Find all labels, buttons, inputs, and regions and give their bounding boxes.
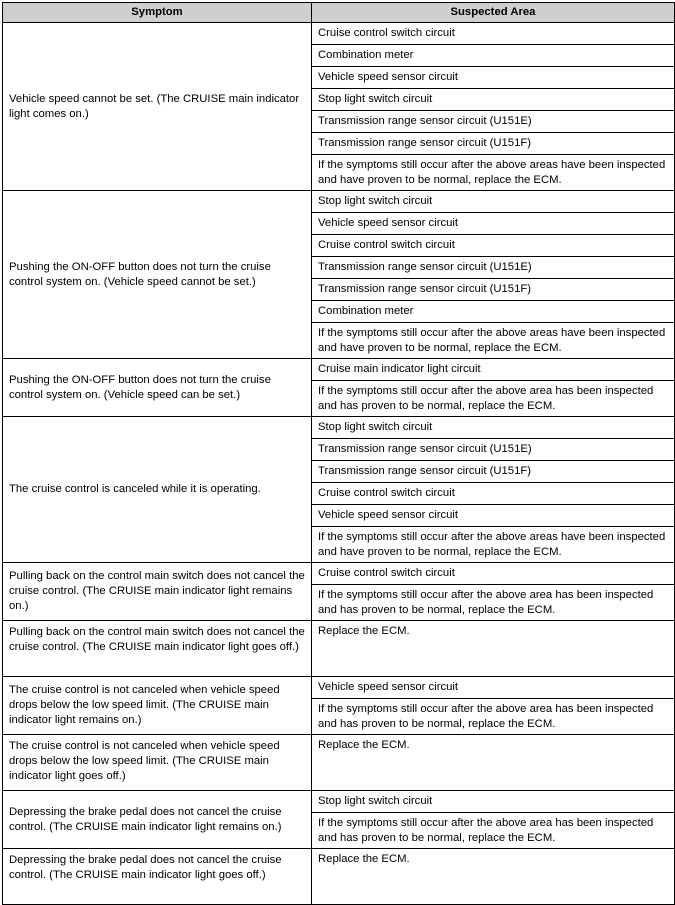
suspected-area-cell: Combination meter xyxy=(312,301,675,323)
table-row xyxy=(3,849,675,905)
suspected-area-cell: If the symptoms still occur after the above areas have been inspected and have proven to be normal, replace the ECM. xyxy=(312,155,675,191)
suspected-area-cell: Vehicle speed sensor circuit xyxy=(312,677,675,699)
suspected-area-cell: Transmission range sensor circuit (U151E) xyxy=(312,257,675,279)
suspected-area-cell: Cruise control switch circuit xyxy=(312,483,675,505)
symptom-cell: Pushing the ON-OFF button does not turn the cruise control system on. (Vehicle speed can be set.) xyxy=(3,359,312,417)
symptom-cell: Pushing the ON-OFF button does not turn the cruise control system on. (Vehicle speed cannot be set.) xyxy=(3,191,312,359)
symptom-column-header: Symptom xyxy=(3,3,312,23)
table-row xyxy=(3,735,675,791)
suspected-area-cell: If the symptoms still occur after the above areas have been inspected and have proven to be normal, replace the ECM. xyxy=(312,323,675,359)
suspected-area-cell: Transmission range sensor circuit (U151E) xyxy=(312,111,675,133)
table-row xyxy=(3,23,675,45)
symptom-cell: The cruise control is canceled while it is operating. xyxy=(3,417,312,563)
suspected-area-cell: Transmission range sensor circuit (U151F) xyxy=(312,461,675,483)
suspected-area-cell: If the symptoms still occur after the above area has been inspected and has proven to be normal, replace the ECM. xyxy=(312,813,675,849)
symptom-cell: The cruise control is not canceled when vehicle speed drops below the low speed limit. (The CRUISE main indicator light remains on.) xyxy=(3,677,312,735)
table-row xyxy=(3,563,675,585)
suspected-area-cell: Cruise control switch circuit xyxy=(312,563,675,585)
suspected-area-cell: Vehicle speed sensor circuit xyxy=(312,213,675,235)
suspected-area-cell: If the symptoms still occur after the above areas have been inspected and have proven to be normal, replace the ECM. xyxy=(312,527,675,563)
suspected-area-cell: If the symptoms still occur after the above area has been inspected and has proven to be normal, replace the ECM. xyxy=(312,585,675,621)
suspected-area-cell: Vehicle speed sensor circuit xyxy=(312,505,675,527)
troubleshooting-table xyxy=(2,2,675,905)
symptom-cell: Depressing the brake pedal does not cancel the cruise control. (The CRUISE main indicator light remains on.) xyxy=(3,791,312,849)
suspected-area-cell: If the symptoms still occur after the above area has been inspected and has proven to be normal, replace the ECM. xyxy=(312,381,675,417)
suspected-area-cell: Stop light switch circuit xyxy=(312,417,675,439)
symptom-cell: Depressing the brake pedal does not cancel the cruise control. (The CRUISE main indicator light goes off.) xyxy=(3,849,312,905)
table-row xyxy=(3,191,675,213)
suspected-area-cell: Transmission range sensor circuit (U151E) xyxy=(312,439,675,461)
suspected-area-cell: Cruise main indicator light circuit xyxy=(312,359,675,381)
suspected-area-cell: Stop light switch circuit xyxy=(312,89,675,111)
suspected-area-cell: If the symptoms still occur after the above area has been inspected and has proven to be normal, replace the ECM. xyxy=(312,699,675,735)
header-row xyxy=(3,3,675,23)
table-row xyxy=(3,359,675,381)
table-row xyxy=(3,677,675,699)
suspected-area-cell: Stop light switch circuit xyxy=(312,191,675,213)
table-row xyxy=(3,791,675,813)
suspected-area-cell: Transmission range sensor circuit (U151F) xyxy=(312,133,675,155)
symptom-cell: Vehicle speed cannot be set. (The CRUISE main indicator light comes on.) xyxy=(3,23,312,191)
suspected-area-cell: Transmission range sensor circuit (U151F) xyxy=(312,279,675,301)
suspected-area-cell: Replace the ECM. xyxy=(312,849,675,905)
suspected-area-cell: Cruise control switch circuit xyxy=(312,235,675,257)
suspected-area-cell: Stop light switch circuit xyxy=(312,791,675,813)
suspected-area-cell: Vehicle speed sensor circuit xyxy=(312,67,675,89)
table-body xyxy=(3,23,675,905)
suspected-area-cell: Replace the ECM. xyxy=(312,621,675,677)
symptom-cell: Pulling back on the control main switch does not cancel the cruise control. (The CRUISE main indicator light remains on.) xyxy=(3,563,312,621)
suspected-area-cell: Replace the ECM. xyxy=(312,735,675,791)
suspected-area-cell: Combination meter xyxy=(312,45,675,67)
table-row xyxy=(3,417,675,439)
symptom-cell: Pulling back on the control main switch does not cancel the cruise control. (The CRUISE main indicator light goes off.) xyxy=(3,621,312,677)
suspected-area-cell: Cruise control switch circuit xyxy=(312,23,675,45)
table-row xyxy=(3,621,675,677)
symptom-cell: The cruise control is not canceled when vehicle speed drops below the low speed limit. (The CRUISE main indicator light goes off.) xyxy=(3,735,312,791)
suspected-area-column-header: Suspected Area xyxy=(312,3,675,23)
